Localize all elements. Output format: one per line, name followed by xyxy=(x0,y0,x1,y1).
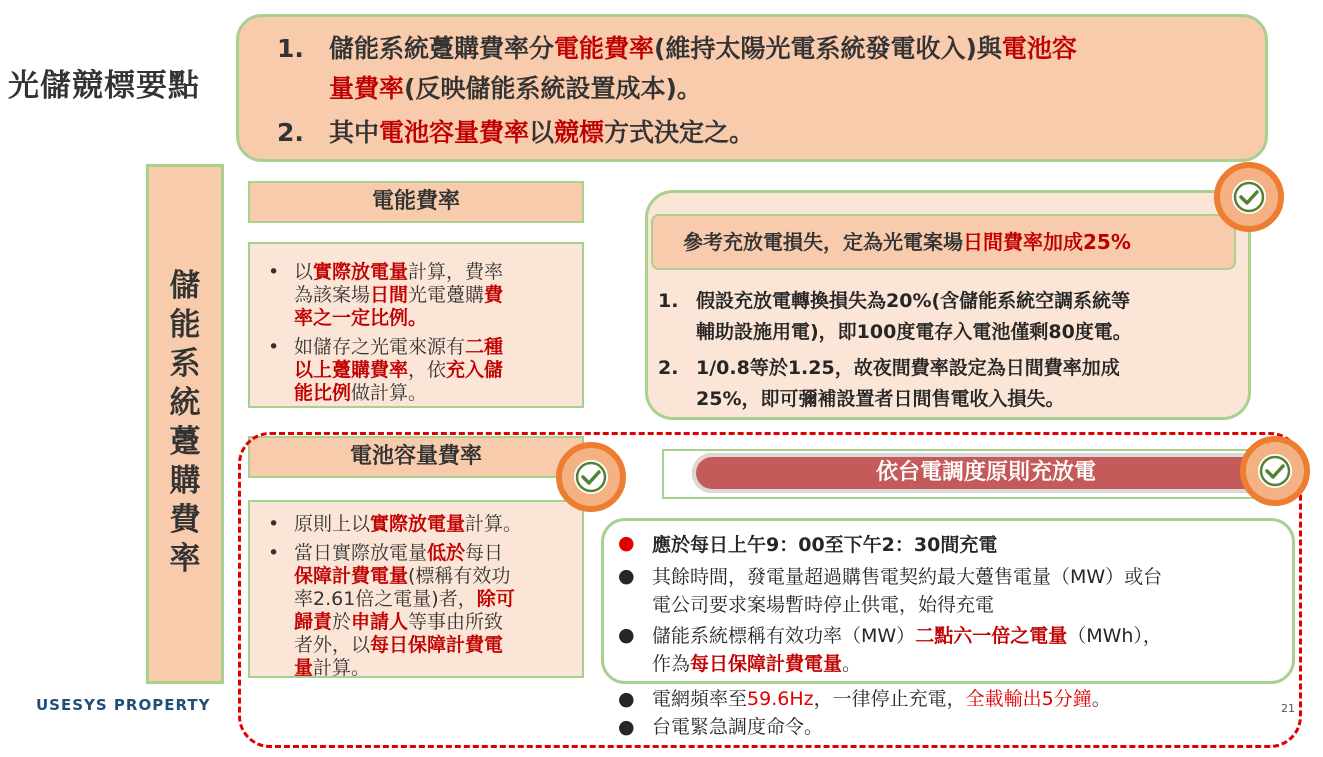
text-run: 作為 xyxy=(652,653,691,675)
bullet-line xyxy=(294,381,427,405)
highlight-run: 電池容量費率 xyxy=(379,118,530,147)
loss-item-2-line2: 25%，即可彌補設置者日間售電收入損失。 xyxy=(696,388,1065,410)
side-char: 儲 xyxy=(169,268,201,304)
bullet-dot-red: ● xyxy=(618,532,635,554)
side-label xyxy=(146,164,224,684)
side-char: 費 xyxy=(169,502,201,538)
highlight-run: 二點六一倍之電量 xyxy=(915,625,1068,647)
bullet-dot: • xyxy=(268,513,280,535)
text-run: 等事由所致 xyxy=(408,611,504,633)
bullet-dot: • xyxy=(268,261,280,283)
text-run: 參考充放電損失，定為光電案場 xyxy=(683,230,963,254)
highlight-run: 以上躉購費率 xyxy=(294,359,409,381)
text-run: 計算。 xyxy=(465,513,523,535)
highlight-run: 申請人 xyxy=(351,611,409,633)
bullet-dot: ● xyxy=(618,688,635,710)
highlight-run: 日間 xyxy=(370,284,409,306)
side-char: 購 xyxy=(169,463,201,499)
text-run: 當日實際放電量 xyxy=(294,542,428,564)
text-run: (標稱有效功 xyxy=(408,565,511,587)
text-run: 計算，費率 xyxy=(408,261,504,283)
check-badge-icon xyxy=(1214,162,1284,232)
text-run: 以 xyxy=(529,118,555,147)
text-run: 者外，以 xyxy=(294,634,371,656)
side-char: 躉 xyxy=(169,424,201,460)
highlight-run: 能比例 xyxy=(294,382,352,404)
highlight-run: 歸責 xyxy=(294,611,333,633)
battery-rate-header: 電池容量費率 xyxy=(248,436,584,478)
highlight-run: 充入儲 xyxy=(446,359,504,381)
summary-item-2-number: 2. xyxy=(277,118,304,147)
side-char: 率 xyxy=(169,541,201,577)
dispatch-line-1: 應於每日上午9：00至下午2：30間充電 xyxy=(652,534,998,556)
dispatch-line-2b: 電公司要求案場暫時停止供電，始得充電 xyxy=(652,594,995,616)
bullet-dot: ● xyxy=(618,716,635,738)
footer-brand: USESYS PROPERTY xyxy=(36,696,211,714)
text-run: 於 xyxy=(332,611,352,633)
text-run: ，依 xyxy=(408,359,447,381)
highlight-run: 每日保障計費電量 xyxy=(690,653,843,675)
bullet-dot: ● xyxy=(618,565,635,587)
text-run: 計算。 xyxy=(313,657,371,679)
text-run: 。 xyxy=(1091,688,1111,710)
highlight-run: 電池容 xyxy=(1001,34,1077,63)
loss-header xyxy=(651,214,1236,270)
highlight-run: 每日保障計費電 xyxy=(370,634,504,656)
text-run: 以 xyxy=(294,261,314,283)
text-run: 方式決定之。 xyxy=(604,118,755,147)
energy-rate-header: 電能費率 xyxy=(248,181,584,223)
highlight-run: 費 xyxy=(484,284,504,306)
text-run: 每日 xyxy=(465,542,504,564)
bullet-line xyxy=(268,260,504,284)
summary-item-1-number: 1. xyxy=(277,34,304,63)
text-run: (反映儲能系統設置成本)。 xyxy=(404,74,702,103)
dispatch-line-2a: 其餘時間，發電量超過購售電契約最大躉售電量（MW）或台 xyxy=(652,566,1163,588)
dispatch-line-5: 台電緊急調度命令。 xyxy=(652,716,824,738)
dispatch-header: 依台電調度原則充放電 xyxy=(692,453,1280,493)
summary-box xyxy=(236,14,1268,162)
summary-item-1-line2 xyxy=(329,71,702,107)
text-run: (維持太陽光電系統發電收入)與 xyxy=(654,34,1002,63)
summary-item-1-line1 xyxy=(277,31,1077,67)
page-number: 21 xyxy=(1281,702,1295,715)
bullet-dot: • xyxy=(268,542,280,564)
loss-item-1-line2: 輔助設施用電)，即100度電存入電池僅剩80度電。 xyxy=(696,321,1132,343)
highlight-run: 低於 xyxy=(427,542,466,564)
text-run: 率2.61倍之電量)者， xyxy=(294,588,477,610)
check-badge-icon xyxy=(1240,436,1310,506)
highlight-run: 除可 xyxy=(476,588,515,610)
bullet-dot: ● xyxy=(618,624,635,646)
text-run: 為該案場 xyxy=(294,284,371,306)
text-run: 原則上以 xyxy=(294,513,371,535)
highlight-run: 量 xyxy=(294,657,314,679)
highlight-run: 電能費率 xyxy=(554,34,655,63)
text-run: 做計算。 xyxy=(351,382,428,404)
highlight-run: 量費率 xyxy=(329,74,405,103)
dispatch-line-3a xyxy=(652,622,1162,650)
text-run: 光電躉購 xyxy=(408,284,485,306)
bullet-dot: • xyxy=(268,336,280,358)
side-char: 系 xyxy=(169,346,201,382)
loss-item-1-line1: 假設充放電轉換損失為20%(含儲能系統空調系統等 xyxy=(696,290,1131,312)
highlight-run: 二種 xyxy=(465,336,504,358)
bullet-line xyxy=(294,358,503,382)
text-run: 儲能系統標稱有效功率（MW） xyxy=(652,625,916,647)
highlight-run: 日間費率加成25% xyxy=(963,230,1131,254)
summary-item-2 xyxy=(277,115,754,151)
highlight-run: 實際放電量 xyxy=(313,261,409,283)
page-title: 光儲競標要點 xyxy=(8,68,200,104)
text-run: ，一律停止充電， xyxy=(813,688,966,710)
check-badge-icon xyxy=(556,442,626,512)
highlight-run: 全載輸出5分鐘 xyxy=(965,688,1092,710)
highlight-run: 之一定比例。 xyxy=(313,307,428,329)
highlight-run: 59.6Hz xyxy=(747,688,814,710)
highlight-run: 保障計費電量 xyxy=(294,565,409,587)
side-char: 能 xyxy=(169,307,201,343)
dispatch-line-3b xyxy=(652,650,861,678)
side-label-text xyxy=(149,267,221,579)
highlight-run: 競標 xyxy=(554,118,605,147)
bullet-line xyxy=(294,283,503,307)
dispatch-line-4 xyxy=(652,685,1111,713)
loss-item-2-number: 2. xyxy=(658,357,679,379)
highlight-run: 實際放電量 xyxy=(370,513,466,535)
text-run: 電網頻率至 xyxy=(652,688,748,710)
highlight-run: 率 xyxy=(294,307,314,329)
loss-item-2-line1: 1/0.8等於1.25，故夜間費率設定為日間費率加成 xyxy=(696,357,1120,379)
text-run: 儲能系統躉購費率分 xyxy=(329,34,555,63)
text-run: 如儲存之光電來源有 xyxy=(294,336,466,358)
energy-rate-box xyxy=(248,242,584,408)
text-run: （MWh）， xyxy=(1067,625,1162,647)
side-char: 統 xyxy=(169,385,201,421)
loss-item-1-number: 1. xyxy=(658,290,679,312)
bullet-line xyxy=(294,306,427,330)
text-run: 其中 xyxy=(329,118,380,147)
bullet-line xyxy=(268,335,504,359)
text-run: 。 xyxy=(842,653,862,675)
